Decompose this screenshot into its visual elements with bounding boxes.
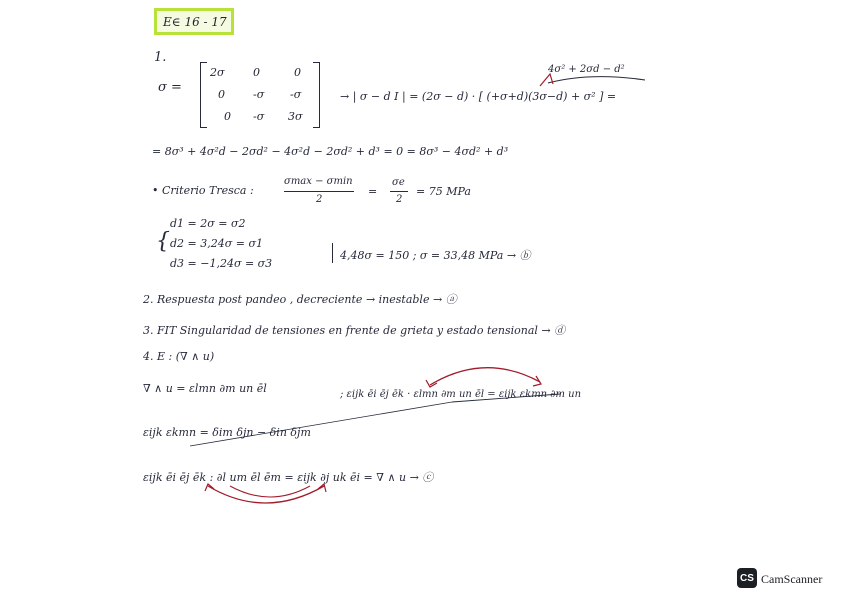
yield-fraction-denominator: 2 [396,194,403,205]
question-1-number: 1. [154,50,167,65]
matrix-cell: 0 [218,88,225,101]
red-index-arc-inner [230,486,310,497]
tresca-fraction-numerator: σmax − σmin [284,176,353,187]
root-3: d3 = −1,24σ = σ3 [170,257,273,270]
matrix-cell: 0 [224,110,231,123]
question-4-line-2: ; εijk ēi ēj ēk · εlmn ∂m un ēl = εijk εkmn ∂m un [340,389,582,400]
matrix-cell: -σ [253,110,265,123]
tresca-criterion-label: • Criterio Tresca : [152,184,254,197]
polynomial-expansion: = 8σ³ + 4σ²d − 2σd² − 4σ²d − 2σd² + d³ = 0 = 8σ³ − 4σd² + d³ [152,145,509,158]
equals-sign: = [368,185,378,198]
exam-header-label: E∈ 16 - 17 [163,15,227,29]
matrix-cell: 3σ [288,110,303,123]
question-4-line-3: εijk εkmn = δim δjn − δin δjm [143,426,311,439]
tresca-fraction-denominator: 2 [316,194,323,205]
matrix-cell: 0 [253,66,260,79]
roots-brace: { [156,229,170,254]
question-4-line-4: εijk ēi ēj ēk : ∂l um ēl ēm = εijk ∂j uk ēi = ∇ ∧ u → ⓒ [143,471,434,484]
diagonal-line [190,402,452,446]
matrix-cell: -σ [290,88,302,101]
root-1: d1 = 2σ = σ2 [170,217,246,230]
polynomial-annotation: 4σ² + 2σd − d² [548,64,625,75]
question-4-heading: 4. E : (∇ ∧ u) [143,350,215,363]
red-arrowhead [318,484,326,492]
matrix-cell: 0 [294,66,301,79]
question-1-result: 4,48σ = 150 ; σ = 33,48 MPa → ⓑ [340,249,531,262]
strike-line [452,394,560,402]
question-2-answer: 2. Respuesta post pandeo , decreciente → inestable → ⓐ [143,293,457,306]
red-arrow-mark [540,74,553,86]
tresca-result: = 75 MPa [416,185,471,198]
question-4-line-1: ∇ ∧ u = εlmn ∂m un ēl [143,382,267,395]
question-3-answer: 3. FIT Singularidad de tensiones en frente de grieta y estado tensional → ⓓ [143,324,566,337]
red-index-arc-top [430,368,540,385]
sigma-label: σ = [158,80,182,95]
matrix-cell: -σ [253,88,265,101]
yield-fraction-numerator: σe [392,177,405,188]
red-index-arc-bottom [208,486,324,503]
brace-over-polynomial [548,77,645,83]
camscanner-brand: CamScanner [761,572,823,586]
characteristic-polynomial: → | σ − d I | = (2σ − d) · [ (+σ+d)(3σ−d) + σ² ] = [340,90,617,103]
root-2: d2 = 3,24σ = σ1 [170,237,263,250]
camscanner-logo-icon: CS [737,568,757,588]
matrix-cell: 2σ [210,66,225,79]
